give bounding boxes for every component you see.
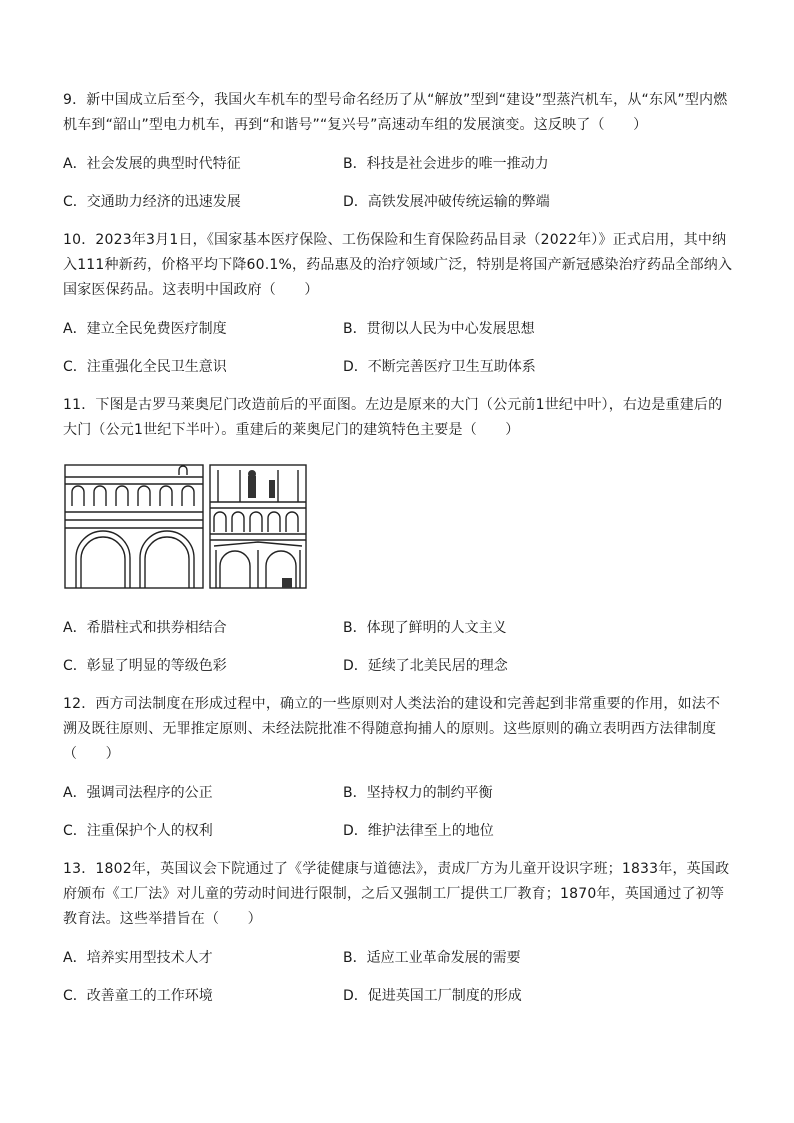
option-b[interactable]: B．坚持权力的制约平衡 — [343, 785, 493, 801]
option-a[interactable]: A．强调司法程序的公正 — [63, 785, 213, 801]
option-d[interactable]: D．高铁发展冲破传统运输的弊端 — [343, 194, 550, 210]
option-b[interactable]: B．科技是社会进步的唯一推动力 — [343, 156, 549, 172]
option-row — [63, 191, 733, 229]
original-gate-drawing — [65, 465, 203, 588]
option-c[interactable]: C．彰显了明显的等级色彩 — [63, 658, 227, 674]
option-row — [63, 947, 733, 985]
option-row — [63, 318, 733, 356]
option-row — [63, 655, 733, 693]
option-c[interactable]: C．交通助力经济的迅速发展 — [63, 194, 241, 210]
option-c[interactable]: C．注重保护个人的权利 — [63, 823, 213, 839]
question-12-stem: 12．西方司法制度在形成过程中，确立的一些原则对人类法治的建设和完善起到非常重要的作用，如法不溯及既往原则、无罪推定原则、未经法院批准不得随意拘捕人的原则。这些原则的确立表明西方法律制度（ ） — [63, 696, 721, 762]
option-c[interactable]: C．注重强化全民卫生意识 — [63, 359, 227, 375]
rebuilt-gate-drawing — [210, 465, 306, 588]
question-10-options — [63, 318, 733, 394]
option-d[interactable]: D．促进英国工厂制度的形成 — [343, 988, 522, 1004]
option-a[interactable]: A．社会发展的典型时代特征 — [63, 156, 241, 172]
option-row — [63, 356, 733, 394]
option-row — [63, 820, 733, 858]
option-b[interactable]: B．适应工业革命发展的需要 — [343, 950, 521, 966]
option-row — [63, 782, 733, 820]
option-row — [63, 985, 733, 1023]
option-a[interactable]: A．希腊柱式和拱券相结合 — [63, 620, 227, 636]
option-row — [63, 153, 733, 191]
question-10-stem: 10．2023年3月1日，《国家基本医疗保险、工伤保险和生育保险药品目录（2022年）》正式启用，其中纳入111种新药，价格平均下降60.1%，药品惠及的治疗领域广泛，特别是将国产新冠感染治疗药品全部纳入国家医保药品。这表明中国政府（ ） — [63, 232, 733, 298]
option-d[interactable]: D．延续了北美民居的理念 — [343, 658, 508, 674]
question-9-options — [63, 153, 733, 229]
option-c[interactable]: C．改善童工的工作环境 — [63, 988, 213, 1004]
option-b[interactable]: B．体现了鲜明的人文主义 — [343, 620, 507, 636]
question-13-stem: 13．1802年，英国议会下院通过了《学徒健康与道德法》，责成厂方为儿童开设识字班；1833年，英国政府颁布《工厂法》对儿童的劳动时间进行限制，之后又强制工厂提供工厂教育；1870年，英国通过了初等教育法。这些举措旨在（ ） — [63, 861, 730, 927]
question-13-options — [63, 947, 733, 1023]
question-9-stem: 9．新中国成立后至今，我国火车机车的型号命名经历了从“解放”型到“建设”型蒸汽机车，从“东风”型内燃机车到“韶山”型电力机车，再到“和谐号”“复兴号”高速动车组的发展演变。这反映了（ ） — [63, 92, 728, 133]
option-b[interactable]: B．贯彻以人民为中心发展思想 — [343, 321, 535, 337]
option-row — [63, 617, 733, 655]
leonie-gate-figure — [64, 462, 308, 590]
option-d[interactable]: D．维护法律至上的地位 — [343, 823, 494, 839]
option-d[interactable]: D．不断完善医疗卫生互助体系 — [343, 359, 536, 375]
question-11-options — [63, 617, 733, 693]
question-12-options — [63, 782, 733, 858]
option-a[interactable]: A．培养实用型技术人才 — [63, 950, 213, 966]
question-11-stem: 11．下图是古罗马莱奥尼门改造前后的平面图。左边是原来的大门（公元前1世纪中叶），右边是重建后的大门（公元1世纪下半叶）。重建后的莱奥尼门的建筑特色主要是（ ） — [63, 397, 723, 438]
option-a[interactable]: A．建立全民免费医疗制度 — [63, 321, 227, 337]
